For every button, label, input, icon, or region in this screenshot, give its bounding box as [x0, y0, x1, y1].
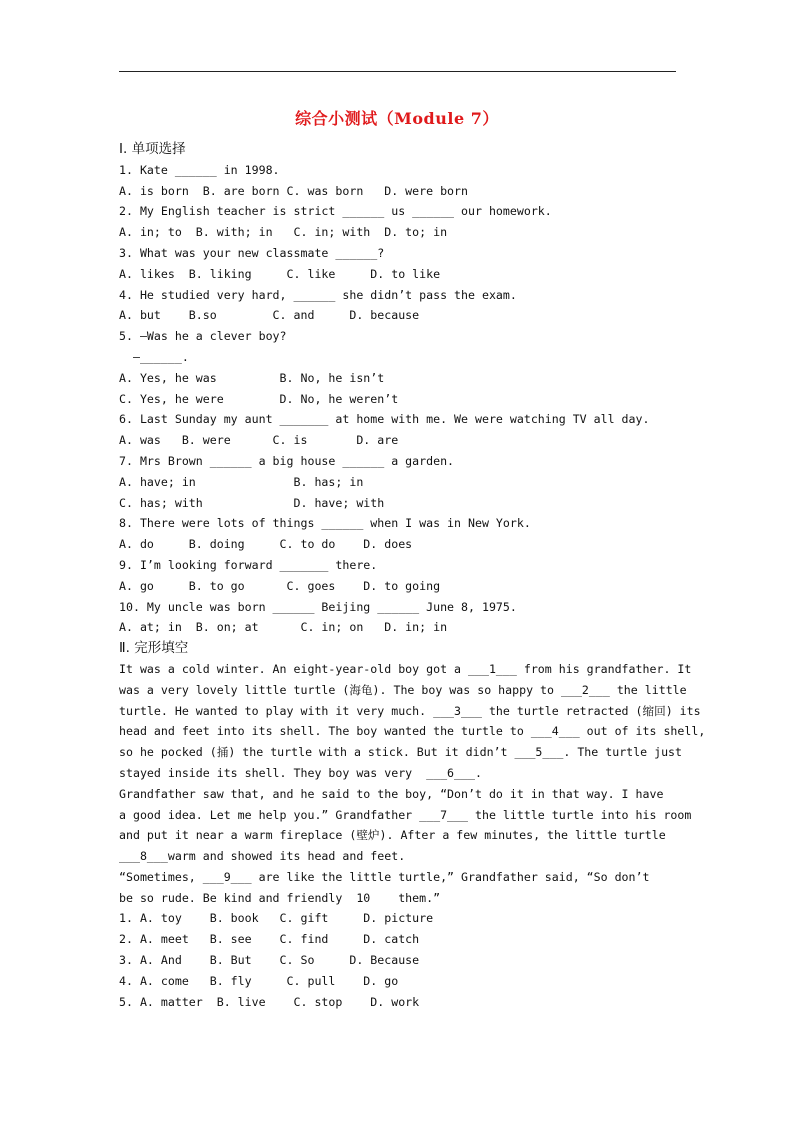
section-heading-cloze: Ⅱ. 完形填空 [119, 640, 189, 657]
question-line: 4. He studied very hard, ______ she didn’t pass the exam. [119, 287, 517, 302]
passage-line: and put it near a warm fireplace (壁炉). After a few minutes, the little turtle [119, 828, 666, 843]
question-line: A. go B. to go C. goes D. to going [119, 578, 441, 593]
question-line: A. likes B. liking C. like D. to like [119, 266, 441, 281]
question-line: A. do B. doing C. to do D. does [119, 537, 413, 552]
passage-line: “Sometimes, ___9___ are like the little turtle,” Grandfather said, “So don’t [119, 869, 650, 884]
passage-line: 3. A. And B. But C. So D. Because [119, 953, 420, 968]
passage-line: stayed inside its shell. They boy was very ___6___. [119, 765, 482, 780]
passage-line: so he pocked (捅) the turtle with a stick. But it didn’t ___5___. The turtle just [119, 745, 683, 760]
question-line: C. Yes, he were D. No, he weren’t [119, 391, 399, 406]
question-line: 9. I’m looking forward _______ there. [119, 557, 378, 572]
question-line: 1. Kate ______ in 1998. [119, 162, 280, 177]
passage-line: Grandfather saw that, and he said to the boy, “Don’t do it in that way. I have [119, 786, 664, 801]
question-line: A. have; in B. has; in [119, 474, 364, 489]
question-line: A. Yes, he was B. No, he isn’t [119, 370, 385, 385]
cloze-section [119, 659, 719, 1013]
question-line: A. but B.so C. and D. because [119, 308, 420, 323]
question-line: A. at; in B. on; at C. in; on D. in; in [119, 620, 448, 635]
passage-line: a good idea. Let me help you.” Grandfather ___7___ the little turtle into his room [119, 807, 692, 822]
question-line: C. has; with D. have; with [119, 495, 385, 510]
question-line: A. is born B. are born C. was born D. were born [119, 183, 469, 198]
question-line: 5. —Was he a clever boy? [119, 329, 287, 344]
passage-line: turtle. He wanted to play with it very much. ___3___ the turtle retracted (缩回) its [119, 703, 701, 718]
passage-line: 5. A. matter B. live C. stop D. work [119, 994, 420, 1009]
question-line: A. in; to B. with; in C. in; with D. to; in [119, 225, 448, 240]
question-line: —______. [119, 349, 189, 364]
passage-line: ___8___warm and showed its head and feet. [119, 849, 406, 864]
page-title: 综合小测试（Module 7） [295, 109, 499, 128]
question-line: 8. There were lots of things ______ when I was in New York. [119, 516, 531, 531]
question-line: 6. Last Sunday my aunt _______ at home with me. We were watching TV all day. [119, 412, 650, 427]
passage-line: It was a cold winter. An eight-year-old boy got a ___1___ from his grandfather. It [119, 661, 692, 676]
passage-line: head and feet into its shell. The boy wanted the turtle to ___4___ out of its shell, [119, 724, 706, 739]
document-body [119, 139, 719, 1012]
passage-line: 4. A. come B. fly C. pull D. go [119, 973, 399, 988]
question-line: A. was B. were C. is D. are [119, 433, 399, 448]
passage-line: 1. A. toy B. book C. gift D. picture [119, 911, 434, 926]
passage-line: 2. A. meet B. see C. find D. catch [119, 932, 420, 947]
passage-line: was a very lovely little turtle (海龟). The boy was so happy to ___2___ the little [119, 682, 687, 697]
question-line: 2. My English teacher is strict ______ us ______ our homework. [119, 204, 552, 219]
section-heading-single-choice: Ⅰ. 单项选择 [119, 141, 186, 157]
question-line: 3. What was your new classmate ______? [119, 245, 385, 260]
single-choice-section [119, 160, 719, 638]
question-line: 7. Mrs Brown ______ a big house ______ a garden. [119, 453, 455, 468]
question-line: 10. My uncle was born ______ Beijing ______ June 8, 1975. [119, 599, 517, 614]
header-rule [119, 71, 676, 72]
passage-line: be so rude. Be kind and friendly 10 them.” [119, 890, 441, 905]
